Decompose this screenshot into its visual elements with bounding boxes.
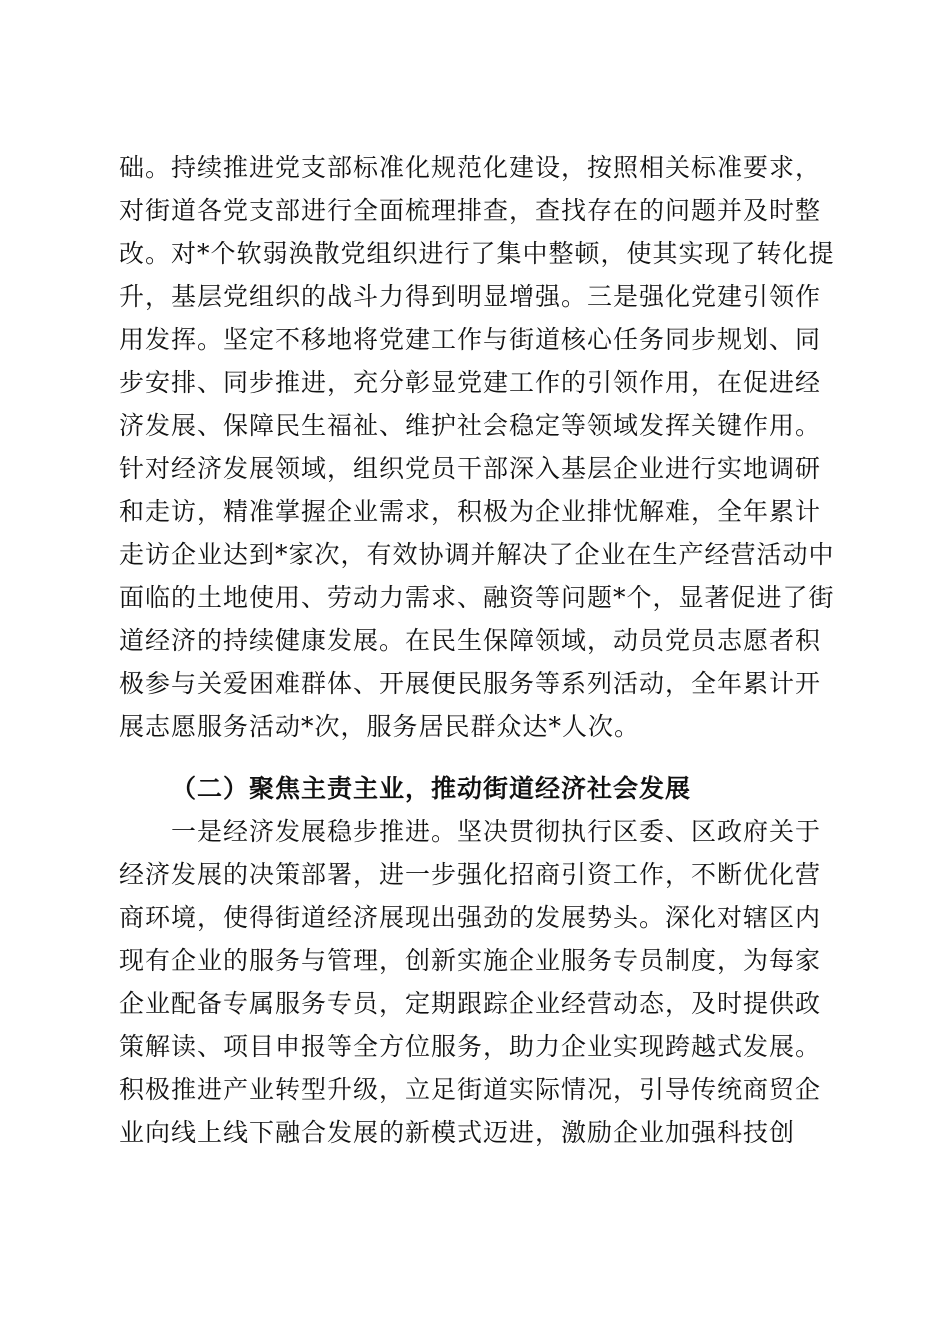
text-line: 础。持续推进党支部标准化规范化建设，按照相关标准要求， <box>119 153 822 182</box>
section-heading: （二）聚焦主责主业，推动街道经济社会发展 <box>171 774 692 803</box>
text-line: 改。对*个软弱涣散党组织进行了集中整顿，使其实现了转化提 <box>119 239 835 268</box>
text-line: 走访企业达到*家次，有效协调并解决了企业在生产经营活动中 <box>119 540 835 569</box>
text-line: 步安排、同步推进，充分彰显党建工作的引领作用，在促进经 <box>119 368 822 397</box>
text-line: 一是经济发展稳步推进。坚决贯彻执行区委、区政府关于 <box>171 817 822 846</box>
text-line: 针对经济发展领域，组织党员干部深入基层企业进行实地调研 <box>119 454 822 483</box>
section-two <box>119 767 839 1154</box>
text-line: 积极推进产业转型升级，立足街道实际情况，引导传统商贸企 <box>119 1075 822 1104</box>
text-line: 升，基层党组织的战斗力得到明显增强。三是强化党建引领作 <box>119 282 822 311</box>
text-line: 策解读、项目申报等全方位服务，助力企业实现跨越式发展。 <box>119 1032 822 1061</box>
text-line: 济发展、保障民生福祉、维护社会稳定等领域发挥关键作用。 <box>119 411 822 440</box>
text-line: 极参与关爱困难群体、开展便民服务等系列活动，全年累计开 <box>119 669 822 698</box>
text-line: 商环境，使得街道经济展现出强劲的发展势头。深化对辖区内 <box>119 903 822 932</box>
text-line: 企业配备专属服务专员，定期跟踪企业经营动态，及时提供政 <box>119 989 822 1018</box>
text-line: 和走访，精准掌握企业需求，积极为企业排忧解难，全年累计 <box>119 497 822 526</box>
text-line: 业向线上线下融合发展的新模式迈进，激励企业加强科技创 <box>119 1118 796 1147</box>
body-paragraph-continued <box>119 146 839 748</box>
text-line: 道经济的持续健康发展。在民生保障领域，动员党员志愿者积 <box>119 626 822 655</box>
text-line: 用发挥。坚定不移地将党建工作与街道核心任务同步规划、同 <box>119 325 822 354</box>
text-line: 经济发展的决策部署，进一步强化招商引资工作，不断优化营 <box>119 860 822 889</box>
text-line: 面临的土地使用、劳动力需求、融资等问题*个，显著促进了街 <box>119 583 835 612</box>
text-line: 对街道各党支部进行全面梳理排查，查找存在的问题并及时整 <box>119 196 822 225</box>
text-line: 现有企业的服务与管理，创新实施企业服务专员制度，为每家 <box>119 946 822 975</box>
text-line: 展志愿服务活动*次，服务居民群众达*人次。 <box>119 712 641 741</box>
